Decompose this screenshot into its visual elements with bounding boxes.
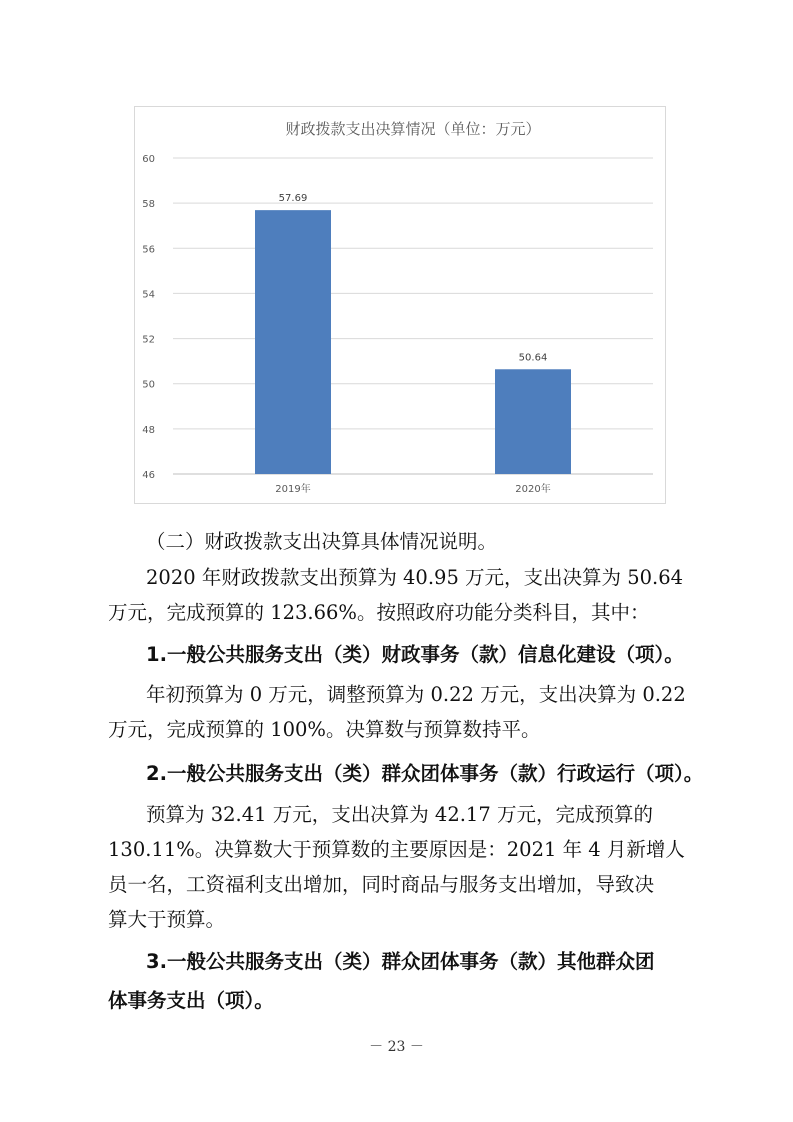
y-tick-label: 46 <box>142 470 155 481</box>
y-tick-label: 58 <box>142 199 155 211</box>
chart-title: 财政拨款支出决算情况（单位：万元） <box>285 120 541 138</box>
item2-line-3: 员一名，工资福利支出增加，同时商品与服务支出增加，导致决 <box>108 873 655 896</box>
item1-line-1: 年初预算为 0 万元，调整预算为 0.22 万元，支出决算为 0.22 <box>146 683 686 706</box>
intro-line-2: 万元，完成预算的 123.66%。按照政府功能分类科目，其中： <box>108 601 650 624</box>
chart-frame <box>134 106 666 504</box>
bar <box>495 369 571 474</box>
y-tick-label: 48 <box>142 424 155 436</box>
intro-line-1: 2020 年财政拨款支出预算为 40.95 万元，支出决算为 50.64 <box>146 566 684 589</box>
item1-heading: 1.一般公共服务支出（类）财政事务（款）信息化建设（项）。 <box>146 643 684 666</box>
page-number: － 23 － <box>369 1039 424 1055</box>
y-tick-label: 60 <box>142 154 155 165</box>
data-label: 57.69 <box>278 193 308 205</box>
item2-heading: 2.一般公共服务支出（类）群众团体事务（款）行政运行（项）。 <box>146 762 704 785</box>
item2-line-2: 130.11%。决算数大于预算数的主要原因是：2021 年 4 月新增人 <box>108 838 685 861</box>
y-tick-label: 50 <box>142 379 155 391</box>
item3-heading-line-1: 3.一般公共服务支出（类）群众团体事务（款）其他群众团 <box>146 950 655 973</box>
x-tick-label: 2019年 <box>275 484 311 495</box>
y-tick-label: 56 <box>142 244 155 256</box>
x-tick-label: 2020年 <box>515 484 551 495</box>
y-tick-label: 52 <box>142 334 155 346</box>
item1-line-2: 万元，完成预算的 100%。决算数与预算数持平。 <box>108 718 541 741</box>
bar <box>255 210 331 474</box>
item2-line-1: 预算为 32.41 万元，支出决算为 42.17 万元，完成预算的 <box>146 803 653 826</box>
data-label: 50.64 <box>518 352 548 364</box>
expenditure-bar-chart <box>135 107 665 503</box>
item2-line-4: 算大于预算。 <box>108 908 226 931</box>
y-tick-label: 54 <box>142 289 155 301</box>
section-title: （二）财政拨款支出决算具体情况说明。 <box>146 530 498 553</box>
item3-heading-line-2: 体事务支出（项）。 <box>108 989 274 1012</box>
